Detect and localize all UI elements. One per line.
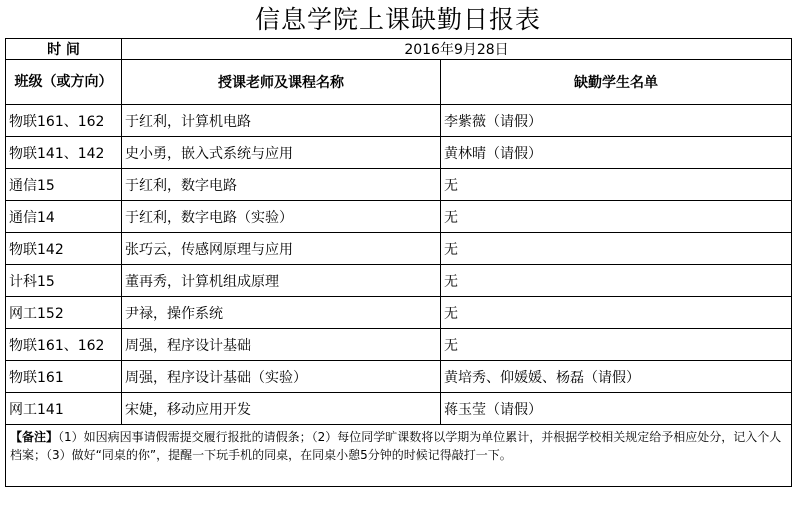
absent-students-cell: 无 xyxy=(441,329,792,361)
table-row xyxy=(6,297,792,329)
class-cell: 物联161 xyxy=(6,361,122,393)
class-cell: 物联161、162 xyxy=(6,329,122,361)
teacher-course-cell: 宋婕，移动应用开发 xyxy=(122,393,441,425)
absent-students-cell: 无 xyxy=(441,265,792,297)
teacher-course-cell: 于红利，数字电路 xyxy=(122,169,441,201)
absent-students-column-header: 缺勤学生名单 xyxy=(441,60,792,105)
teacher-course-cell: 史小勇，嵌入式系统与应用 xyxy=(122,137,441,169)
table-row xyxy=(6,361,792,393)
table-row xyxy=(6,329,792,361)
note-row xyxy=(6,425,792,487)
time-row xyxy=(6,39,792,60)
table-row xyxy=(6,265,792,297)
note-label: 【备注】 xyxy=(10,430,59,444)
report-date: 2016年9月28日 xyxy=(122,39,792,60)
absent-students-cell: 无 xyxy=(441,201,792,233)
class-cell: 通信15 xyxy=(6,169,122,201)
note-text: （1）如因病因事请假需提交履行报批的请假条；（2）每位同学旷课数将以学期为单位累计，并根据学校相关规定给予相应处分，记入个人档案；（3）做好“同桌的你”，提醒一下玩手机的同桌，在同桌小憩5分钟的时候记得敲打一下。 xyxy=(10,430,782,462)
table-row xyxy=(6,393,792,425)
table-row xyxy=(6,233,792,265)
teacher-course-cell: 周强，程序设计基础（实验） xyxy=(122,361,441,393)
class-column-header: 班级（或方向） xyxy=(6,60,122,105)
absent-students-cell: 无 xyxy=(441,233,792,265)
header-row xyxy=(6,60,792,105)
teacher-course-column-header: 授课老师及课程名称 xyxy=(122,60,441,105)
teacher-course-cell: 于红利，计算机电路 xyxy=(122,105,441,137)
absent-students-cell: 无 xyxy=(441,169,792,201)
absent-students-cell: 无 xyxy=(441,297,792,329)
class-cell: 物联141、142 xyxy=(6,137,122,169)
teacher-course-cell: 于红利，数字电路（实验） xyxy=(122,201,441,233)
absent-students-cell: 蒋玉莹（请假） xyxy=(441,393,792,425)
absence-report-table xyxy=(5,38,792,487)
table-row xyxy=(6,137,792,169)
table-row xyxy=(6,201,792,233)
table-row xyxy=(6,105,792,137)
absent-students-cell: 李紫薇（请假） xyxy=(441,105,792,137)
page-title: 信息学院上课缺勤日报表 xyxy=(254,5,541,34)
class-cell: 网工152 xyxy=(6,297,122,329)
time-label: 时 间 xyxy=(6,39,122,60)
class-cell: 物联161、162 xyxy=(6,105,122,137)
class-cell: 通信14 xyxy=(6,201,122,233)
teacher-course-cell: 尹禄，操作系统 xyxy=(122,297,441,329)
absent-students-cell: 黄培秀、仰媛媛、杨磊（请假） xyxy=(441,361,792,393)
note-cell xyxy=(6,425,792,487)
teacher-course-cell: 周强，程序设计基础 xyxy=(122,329,441,361)
teacher-course-cell: 董再秀，计算机组成原理 xyxy=(122,265,441,297)
teacher-course-cell: 张巧云，传感网原理与应用 xyxy=(122,233,441,265)
class-cell: 物联142 xyxy=(6,233,122,265)
class-cell: 计科15 xyxy=(6,265,122,297)
table-row xyxy=(6,169,792,201)
class-cell: 网工141 xyxy=(6,393,122,425)
absent-students-cell: 黄林晴（请假） xyxy=(441,137,792,169)
